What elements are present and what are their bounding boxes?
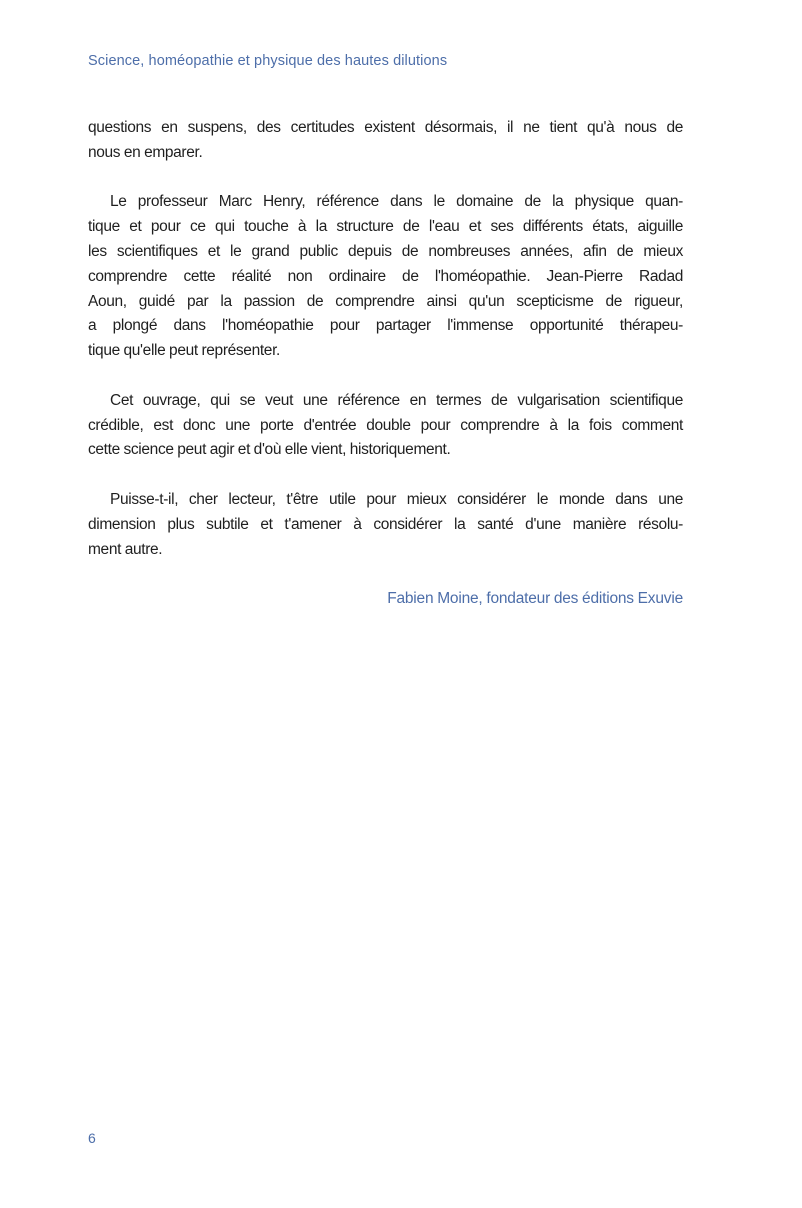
text-block [88, 52, 683, 612]
text-line: questions en suspens, des certitudes existent désormais, il ne tient qu'à nous de [88, 119, 683, 136]
paragraph-4 [88, 488, 683, 562]
text-line: Le professeur Marc Henry, référence dans le domaine de la physique quan- [110, 193, 683, 211]
text-line: a plongé dans l'homéopathie pour partager l'immense opportunité thérapeu- [88, 317, 683, 335]
paragraph-1 [88, 116, 683, 166]
body-text [88, 116, 683, 612]
signature-line: Fabien Moine, fondateur des éditions Exuvie [387, 590, 683, 608]
text-line: les scientifiques et le grand public depuis de nombreuses années, afin de mieux [88, 242, 683, 260]
paragraph-3 [88, 389, 683, 463]
text-line: Puisse-t-il, cher lecteur, t'être utile pour mieux considérer le monde dans une [110, 490, 683, 508]
running-header: Science, homéopathie et physique des hautes dilutions [88, 53, 448, 69]
text-line: comprendre cette réalité non ordinaire de l'homéopathie. Jean-Pierre Radad [88, 267, 683, 285]
text-line: ment autre. [88, 540, 163, 558]
text-line: Cet ouvrage, qui se veut une référence en termes de vulgarisation scientifique [110, 391, 683, 409]
text-line: Aoun, guidé par la passion de comprendre ainsi qu'un scepticisme de rigueur, [88, 292, 683, 310]
text-line: cette science peut agir et d'où elle vient, historiquement. [88, 441, 451, 459]
page-number: 6 [88, 1130, 96, 1146]
text-line: crédible, est donc une porte d'entrée double pour comprendre à la fois comment [88, 416, 683, 434]
text-line: tique et pour ce qui touche à la structure de l'eau et ses différents états, aiguille [88, 218, 683, 236]
text-line: nous en emparer. [88, 143, 203, 161]
text-line: tique qu'elle peut représenter. [88, 342, 280, 360]
paragraph-2 [88, 190, 683, 364]
text-line: dimension plus subtile et t'amener à considérer la santé d'une manière résolu- [88, 515, 683, 533]
